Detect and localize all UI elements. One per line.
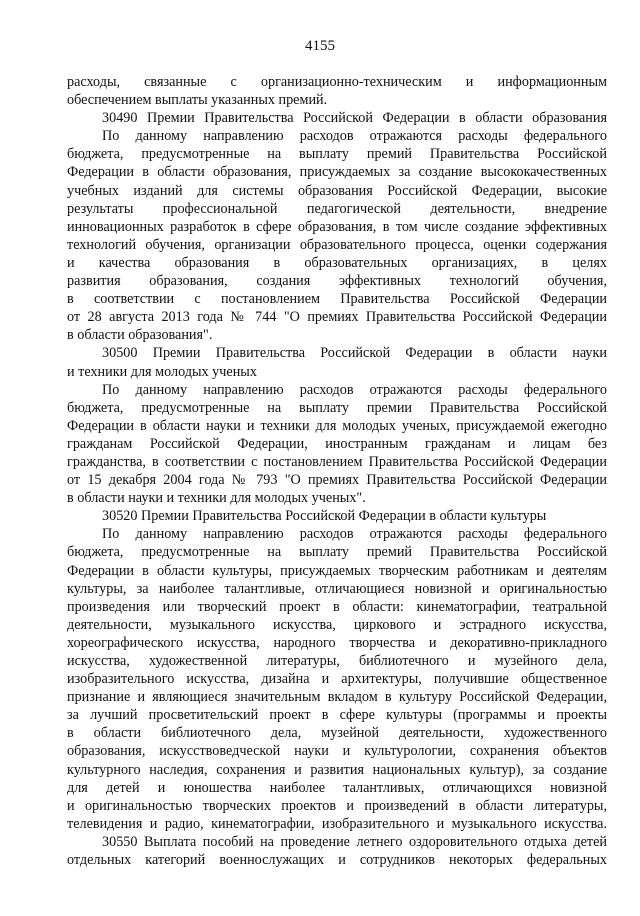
text-line: в области библиотечного дела, музейной деятельности, художественного bbox=[67, 725, 607, 742]
text-line: По данному направлению расходов отражаются расходы федерального bbox=[102, 526, 607, 543]
text-line: и техники для молодых ученых bbox=[67, 363, 257, 380]
text-line: за лучший просветительский проект в сфере культуры (программы и проекты bbox=[67, 707, 607, 724]
text-line: технологий обучения, организации образовательного процесса, оценки содержания bbox=[67, 236, 607, 253]
text-line: и оригинальностью творческих проектов и произведений в области литературы, bbox=[67, 797, 607, 814]
document-body bbox=[67, 73, 607, 869]
text-line: культуры, за наиболее талантливые, отличающиеся новизной и оригинальностью bbox=[67, 580, 607, 597]
text-line: для детей и юношества наиболее талантливых, отличающихся новизной bbox=[67, 779, 607, 796]
text-line: 30490 Премии Правительства Российской Федерации в области образования bbox=[102, 110, 607, 127]
text-line: 30550 Выплата пособий на проведение летнего оздоровительного отдыха детей bbox=[102, 833, 607, 850]
text-line: Федерации в области образования, присуждаемых за создание высококачественных bbox=[67, 164, 607, 181]
text-line: бюджета, предусмотренные на выплату премий Правительства Российской bbox=[67, 544, 607, 561]
text-line: деятельности, музыкального искусства, циркового и эстрадного искусства, bbox=[67, 616, 607, 633]
text-line: от 15 декабря 2004 года № 793 "О премиях Правительства Российской Федерации bbox=[67, 472, 607, 489]
page-number: 4155 bbox=[305, 38, 335, 54]
text-line: изобразительного искусства, дизайна и архитектуры, получившие общественное bbox=[67, 671, 607, 688]
text-line: культурного наследия, сохранения и развития национальных культур), за создание bbox=[67, 761, 607, 778]
text-line: отдельных категорий военнослужащих и сотрудников некоторых федеральных bbox=[67, 852, 607, 869]
text-line: По данному направлению расходов отражаются расходы федерального bbox=[102, 128, 607, 145]
text-line: результаты профессиональной педагогической деятельности, внедрение bbox=[67, 200, 607, 217]
text-line: обеспечением выплаты указанных премий. bbox=[67, 92, 328, 109]
text-line: от 28 августа 2013 года № 744 "О премиях Правительства Российской Федерации bbox=[67, 309, 607, 326]
text-line: бюджета, предусмотренные на выплату премии Правительства Российской bbox=[67, 399, 607, 416]
text-line: бюджета, предусмотренные на выплату премий Правительства Российской bbox=[67, 146, 607, 163]
text-line: гражданства, в соответствии с постановлением Правительства Российской Федерации bbox=[67, 453, 607, 470]
text-line: и качества образования в образовательных организациях, в целях bbox=[67, 254, 607, 271]
text-line: учебных изданий для системы образования Российской Федерации, высокие bbox=[67, 182, 607, 199]
text-line: телевидения и радио, кинематографии, изобразительного и музыкального искусства. bbox=[67, 815, 607, 832]
text-line: гражданам Российской Федерации, иностранным гражданам и лицам без bbox=[67, 435, 607, 452]
text-line: хореографического искусства, народного творчества и декоративно-прикладного bbox=[67, 634, 607, 651]
text-line: в области образования". bbox=[67, 327, 213, 344]
text-line: инновационных разработок в сфере образования, в том числе создание эффективных bbox=[67, 218, 607, 235]
text-line: в соответствии с постановлением Правительства Российской Федерации bbox=[67, 291, 607, 308]
text-line: в области науки и техники для молодых ученых". bbox=[67, 490, 366, 507]
text-line: произведения или творческий проект в области: кинематографии, театральной bbox=[67, 598, 607, 615]
text-line: 30520 Премии Правительства Российской Федерации в области культуры bbox=[102, 508, 547, 525]
text-line: Федерации в области культуры, присуждаемых творческим работникам и деятелям bbox=[67, 562, 607, 579]
text-line: расходы, связанные с организационно-техническим и информационным bbox=[67, 74, 607, 90]
text-line: развития образования, создания эффективных технологий обучения, bbox=[67, 273, 607, 290]
text-line: признание и являющиеся значительным вкладом в культуру Российской Федерации, bbox=[67, 689, 607, 706]
text-line: Федерации в области науки и техники для молодых ученых, присуждаемой ежегодно bbox=[67, 417, 607, 434]
text-line: образования, искусствоведческой науки и культурологии, сохранения объектов bbox=[67, 743, 607, 760]
text-line: искусства, художественной литературы, библиотечного и музейного дела, bbox=[67, 653, 607, 669]
text-line: 30500 Премии Правительства Российской Федерации в области науки bbox=[102, 345, 607, 362]
text-line: По данному направлению расходов отражаются расходы федерального bbox=[102, 381, 607, 398]
